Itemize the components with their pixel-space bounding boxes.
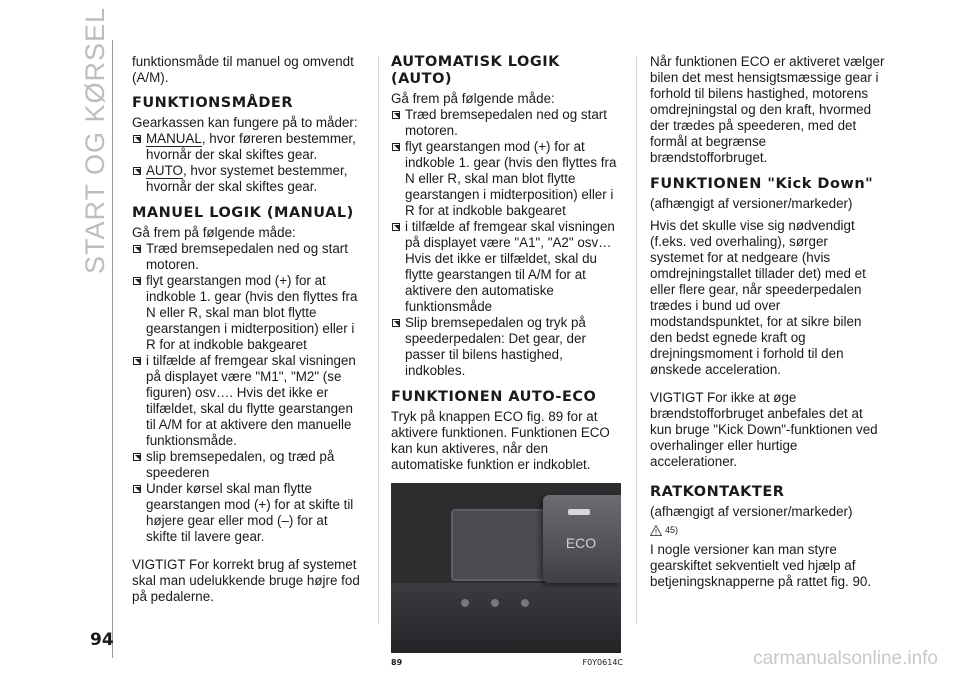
list-item [132, 241, 362, 273]
figure-caption [391, 655, 623, 671]
control-knob [521, 599, 529, 607]
list-item-text: i tilfælde af fremgear skal visningen på displayet være "A1", "A2" osv… Hvis det ikke er tilfældet, skal du flytte gearstangen til A/M for at aktivere den automatiske funktionsmåde [405, 219, 615, 314]
bullet-icon [392, 319, 400, 327]
column-divider [378, 56, 379, 624]
heading-kick-down: FUNKTIONEN "Kick Down" [650, 176, 874, 192]
vigtigt-note: VIGTIGT For korrekt brug af systemet skal man udelukkende bruge højre fod på pedalerne. [132, 557, 360, 604]
warning-ref-number: 45) [665, 525, 679, 535]
heading-funktionsmader: FUNKTIONSMÅDER [132, 95, 293, 111]
bullet-auto [132, 163, 362, 195]
column-2 [391, 54, 623, 671]
bullet-icon [133, 277, 141, 285]
bullet-manual [132, 131, 362, 163]
list-item-text: Træd bremsepedalen ned og start motoren. [146, 241, 348, 272]
paragraph: Gå frem på følgende måde: [391, 91, 555, 106]
display-screen [451, 509, 555, 581]
list-item [391, 315, 623, 379]
paragraph: Hvis det skulle vise sig nødvendigt (f.eks. ved overhaling), sørger systemet for at nedgeare (hvis omdrejningstallet tillader det) med et eller flere gear, når speederpedalen trædes i bund ud over modstandspunktet, for at sikre bilen den bedst egnede kraft og drejningsmoment i forhold til den ønskede acceleration. [650, 218, 866, 377]
column-1 [132, 54, 362, 605]
page-number: 94 [90, 630, 114, 650]
column-3 [650, 54, 885, 590]
heading-ratkontakter: RATKONTAKTER [650, 484, 785, 500]
heading-automatisk-logik: AUTOMATISK LOGIK (AUTO) [391, 54, 560, 87]
eco-indicator-led [568, 509, 590, 515]
list-item [132, 353, 362, 449]
list-item [391, 139, 623, 219]
heading-auto-eco: FUNKTIONEN AUTO-ECO [391, 389, 597, 405]
paragraph: I nogle versioner kan man styre gearskiftet sekventielt ved hjælp af betjeningsknapperne på rattet fig. 90. [650, 542, 872, 589]
warning-triangle-icon [650, 525, 662, 536]
control-knob [491, 599, 499, 607]
note: (afhængigt af versioner/markeder) [650, 504, 853, 519]
bullet-icon [133, 167, 141, 175]
sidebar-divider [112, 40, 113, 658]
intro-text: funktionsmåde til manuel og omvendt (A/M). [132, 54, 354, 85]
list-item [132, 273, 362, 353]
manual-text: , hvor føreren bestemmer, hvornår der skal skiftes gear. [146, 131, 356, 162]
eco-button-figure [391, 483, 621, 653]
auto-label: AUTO [146, 163, 183, 178]
list-item-text: Under kørsel skal man flytte gearstangen mod (+) for at skifte til højere gear eller mod (–) for at skifte til lavere gear. [146, 481, 354, 544]
paragraph: Gå frem på følgende måde: [132, 225, 296, 240]
bullet-icon [133, 453, 141, 461]
list-item [132, 449, 362, 481]
list-item-text: flyt gearstangen mod (+) for at indkoble 1. gear (hvis den flyttes fra N eller R, skal man blot flytte gearstangen i midterposition) eller i R for at indkoble bakgearet [405, 139, 617, 218]
auto-text: , hvor systemet bestemmer, hvornår der skal skiftes gear. [146, 163, 348, 194]
bullet-icon [392, 111, 400, 119]
list-item-text: slip bremsepedalen, og træd på speederen [146, 449, 335, 480]
section-title-text: START OG KØRSEL [80, 6, 110, 274]
paragraph: Gearkassen kan fungere på to måder: [132, 115, 358, 130]
list-item-text: i tilfælde af fremgear skal visningen på displayet være "M1", "M2" (se figuren) osv…. Hvis det ikke er tilfældet, skal du flytte gearstangen til A/M for at aktivere den manuelle funktionsmåde. [146, 353, 356, 448]
heading-manuel-logik: MANUEL LOGIK (MANUAL) [132, 205, 354, 221]
bullet-icon [392, 223, 400, 231]
bullet-icon [133, 357, 141, 365]
list-item [391, 219, 623, 315]
dashboard-panel [391, 583, 621, 653]
section-title-vertical [74, 6, 114, 276]
list-item-text: flyt gearstangen mod (+) for at indkoble 1. gear (hvis den flyttes fra N eller R, skal man blot flytte gearstangen i midterposition) eller i R for at indkoble bakgearet [146, 273, 358, 352]
list-item-text: Træd bremsepedalen ned og start motoren. [405, 107, 607, 138]
eco-button-label: ECO [565, 535, 597, 551]
warning-reference [650, 522, 885, 538]
list-item [391, 107, 623, 139]
bullet-icon [392, 143, 400, 151]
column-divider [636, 56, 637, 624]
figure-number: 89 [391, 658, 403, 667]
spacer [650, 378, 885, 390]
paragraph: Når funktionen ECO er aktiveret vælger bilen det mest hensigtsmæssige gear i forhold til bilens hastighed, motorens omdrejningstal og den kraft, hvormed der trædes på speederen, med det formål at begrænse brændstofforbruget. [650, 54, 885, 165]
watermark: carmanualsonline.info [753, 648, 938, 669]
figure-code: F0Y0614C [582, 658, 623, 667]
manual-label: MANUAL [146, 131, 202, 146]
bullet-icon [133, 485, 141, 493]
bullet-icon [133, 135, 141, 143]
control-knob [461, 599, 469, 607]
bullet-icon [133, 245, 141, 253]
paragraph: Tryk på knappen ECO fig. 89 for at aktivere funktionen. Funktionen ECO kan kun aktiveres, når den automatiske funktion er indkoblet. [391, 409, 610, 472]
note: (afhængigt af versioner/markeder) [650, 196, 853, 211]
list-item [132, 481, 362, 545]
spacer [132, 545, 362, 557]
vigtigt-note: VIGTIGT For ikke at øge brændstofforbruget anbefales det at kun bruge "Kick Down"-funktionen ved overhalinger eller hurtige accelerationer. [650, 390, 878, 469]
list-item-text: Slip bremsepedalen og tryk på speederpedalen: Det gear, der passer til bilens hastighed, indkobles. [405, 315, 586, 378]
